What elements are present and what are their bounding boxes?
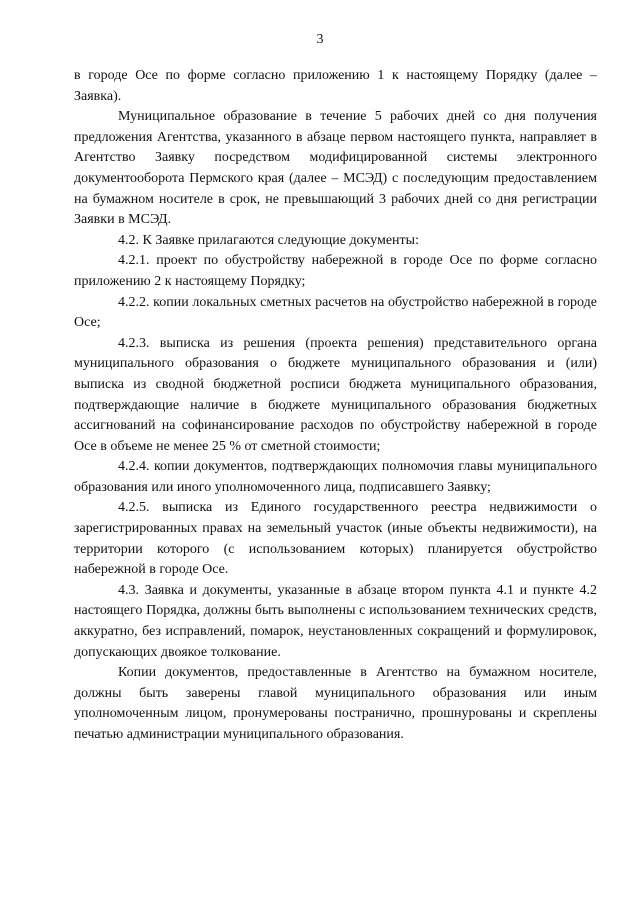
paragraph: 4.2. К Заявке прилагаются следующие документы: — [118, 232, 419, 248]
paragraph: Копии документов, предоставленные в Агентство на бумажном носителе, должны быть заверены главой муниципального образования или иным уполномоченным лицом, пронумерованы постранично, прошнурованы и скреплены печатью администрации муниципального образования. — [74, 665, 597, 742]
paragraph: Муниципальное образование в течение 5 рабочих дней со дня получения предложения Агентства, указанного в абзаце первом настоящего пункта, направляет в Агентство Заявку посредством модифицированной системы электронного документооборота Пермского края (далее – МСЭД) с последующим предоставлением на бумажном носителе в срок, не превышающий 3 рабочих дней со дня регистрации Заявки в МСЭД. — [74, 109, 597, 228]
paragraph: 4.2.3. выписка из решения (проекта решения) представительного органа муниципального образования о бюджете муниципального образования и (или) выписка из сводной бюджетной росписи бюджета муниципального образования, подтверждающие наличие в бюджете муниципального образования бюджетных ассигнований на софинансирование расходов по обустройству набережной в городе Осе в объеме не менее 25 % от сметной стоимости; — [74, 335, 597, 454]
paragraph: в городе Осе по форме согласно приложению 1 к настоящему Порядку (далее – Заявка). — [74, 68, 597, 104]
page-number: 3 — [316, 32, 324, 47]
paragraph: 4.2.2. копии локальных сметных расчетов на обустройство набережной в городе Осе; — [74, 294, 597, 331]
paragraph: 4.2.5. выписка из Единого государственного реестра недвижимости о зарегистрированных правах на земельный участок (иные объекты недвижимости), на территории которого (с использованием которых) планируется обустройство набережной в городе Осе. — [74, 500, 597, 578]
document-body — [74, 66, 597, 746]
paragraph: 4.2.1. проект по обустройству набережной в городе Осе по форме согласно приложению 2 к настоящему Порядку; — [74, 253, 597, 289]
paragraph: 4.2.4. копии документов, подтверждающих полномочия главы муниципального образования или иного уполномоченного лица, подписавшего Заявку; — [74, 459, 597, 495]
paragraph: 4.3. Заявка и документы, указанные в абзаце втором пункта 4.1 и пункте 4.2 настоящего Порядка, должны быть выполнены с использованием технических средств, аккуратно, без исправлений, помарок, неустановленных сокращений и формулировок, допускающих двоякое толкование. — [74, 582, 597, 660]
